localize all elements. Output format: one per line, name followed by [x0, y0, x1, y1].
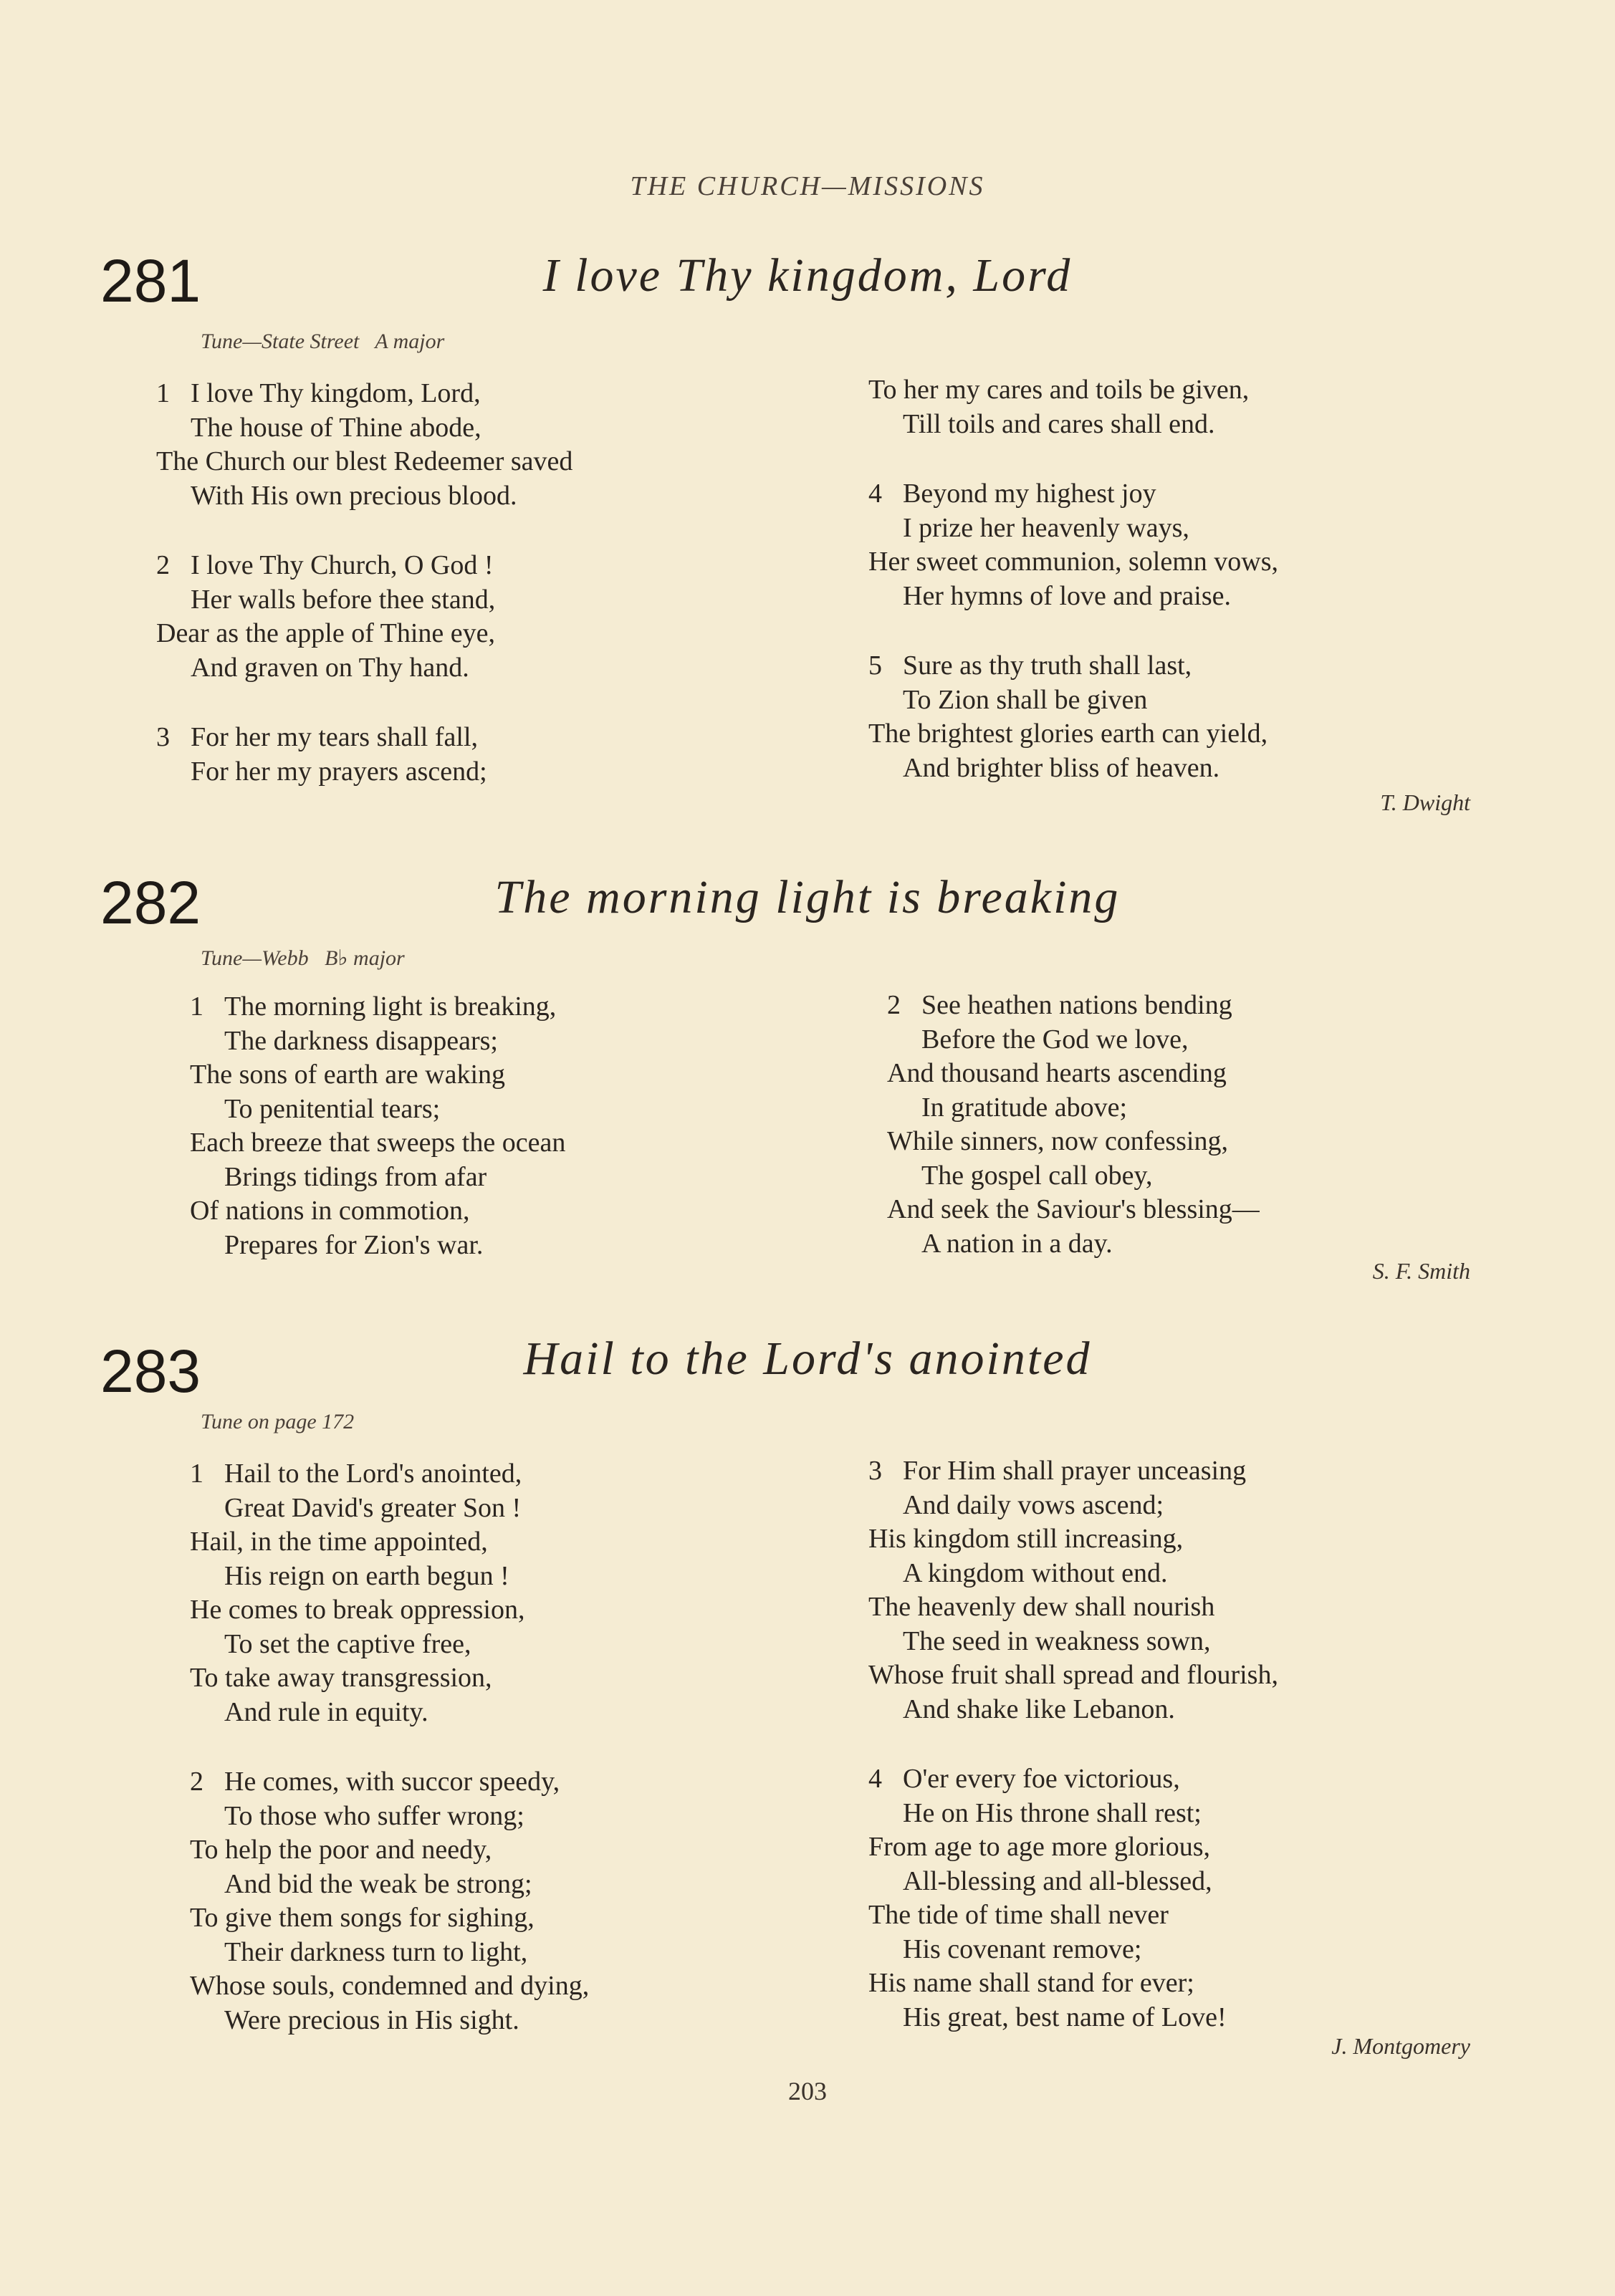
verse-line: The Church our blest Redeemer saved: [156, 446, 573, 476]
verse-line: For Him shall prayer unceasing: [903, 1456, 1247, 1486]
verse-line: I prize her heavenly ways,: [903, 512, 1189, 543]
hymn-number: 283: [100, 1337, 201, 1405]
stanza: [868, 1762, 1278, 2035]
verse-line: The house of Thine abode,: [191, 412, 481, 443]
verse-line: With His own precious blood.: [191, 480, 517, 511]
verse-line: The seed in weakness sown,: [903, 1625, 1211, 1656]
stanza: [190, 1457, 589, 1729]
stanza-number: 1: [156, 378, 170, 408]
verse-line: Her walls before thee stand,: [191, 584, 496, 615]
verse-line: Hail, in the time appointed,: [190, 1527, 488, 1557]
stanza: [868, 373, 1278, 441]
hymn-title: The morning light is breaking: [494, 871, 1121, 923]
verse-line: Brings tidings from afar: [224, 1161, 487, 1192]
verse-line: Dear as the apple of Thine eye,: [156, 618, 496, 648]
hymn-282: [0, 869, 1615, 1302]
stanza: [868, 477, 1278, 613]
verse-line: Sure as thy truth shall last,: [903, 650, 1192, 681]
verse-line: And shake like Lebanon.: [903, 1694, 1175, 1724]
verse-line: And brighter bliss of heaven.: [903, 752, 1220, 783]
verse-line: To set the captive free,: [224, 1628, 471, 1659]
verse-line: And seek the Saviour's blessing—: [887, 1194, 1260, 1224]
stanza-number: 1: [190, 1459, 203, 1489]
verse-line: Prepares for Zion's war.: [224, 1229, 484, 1260]
stanza-number: 2: [156, 550, 170, 580]
stanza-number: 5: [868, 650, 882, 681]
verse-line: His great, best name of Love!: [903, 2002, 1227, 2032]
verse-line: The darkness disappears;: [224, 1025, 498, 1056]
verse-line: The tide of time shall never: [868, 1900, 1169, 1930]
left-column: [156, 377, 572, 825]
verse-line: The morning light is breaking,: [224, 991, 557, 1022]
verse-line: His reign on earth begun !: [224, 1560, 509, 1591]
author-credit: T. Dwight: [1380, 789, 1470, 815]
stanza: [156, 377, 572, 513]
verse-line: The sons of earth are waking: [190, 1060, 506, 1090]
stanza-number: 4: [868, 479, 882, 509]
verse-line: Each breeze that sweeps the ocean: [190, 1128, 566, 1158]
verse-line: For her my tears shall fall,: [191, 722, 479, 752]
stanza: [156, 549, 572, 685]
verse-line: From age to age more glorious,: [868, 1832, 1211, 1862]
verse-line: O'er every foe victorious,: [903, 1764, 1180, 1794]
verse-line: Before the God we love,: [921, 1024, 1189, 1055]
verse-line: Her sweet communion, solemn vows,: [868, 547, 1279, 577]
author-credit: J. Montgomery: [1331, 2033, 1470, 2059]
hymn-title: I love Thy kingdom, Lord: [542, 249, 1073, 302]
verse-line: Great David's greater Son !: [224, 1492, 522, 1523]
verse-line: And rule in equity.: [224, 1696, 428, 1727]
verse-line: Till toils and cares shall end.: [903, 408, 1215, 439]
verse-line: A nation in a day.: [921, 1228, 1113, 1259]
verse-line: He comes to break oppression,: [190, 1595, 525, 1625]
verse-line: To those who suffer wrong;: [224, 1800, 524, 1831]
hymn-281: [0, 247, 1615, 838]
stanza-number: 2: [887, 990, 901, 1020]
verse-line: To Zion shall be given: [903, 684, 1148, 715]
verse-line: His name shall stand for ever;: [868, 1968, 1194, 1998]
verse-line: To penitential tears;: [224, 1093, 441, 1124]
page-number: 203: [788, 2077, 827, 2105]
stanza-number: 4: [868, 1764, 882, 1794]
verse-line: And thousand hearts ascending: [887, 1058, 1227, 1088]
verse-line: The gospel call obey,: [921, 1160, 1153, 1191]
right-column: [868, 373, 1278, 821]
verse-line: I love Thy Church, O God !: [191, 550, 494, 580]
tune-line: Tune on page 172: [201, 1410, 355, 1433]
verse-line: The heavenly dew shall nourish: [868, 1592, 1215, 1622]
verse-line: The brightest glories earth can yield,: [868, 719, 1268, 749]
verse-line: And daily vows ascend;: [903, 1489, 1164, 1520]
verse-line: Their darkness turn to light,: [224, 1936, 528, 1967]
verse-line: To give them songs for sighing,: [190, 1903, 535, 1933]
stanza-number: 3: [868, 1456, 882, 1486]
verse-line: His covenant remove;: [903, 1934, 1142, 1964]
right-column: [868, 1454, 1278, 2070]
verse-line: And bid the weak be strong;: [224, 1868, 532, 1899]
stanza: [868, 1454, 1278, 1726]
verse-line: In gratitude above;: [921, 1092, 1128, 1123]
stanza: [190, 1765, 589, 2037]
verse-line: Whose fruit shall spread and flourish,: [868, 1660, 1278, 1690]
running-head: THE CHURCH—MISSIONS: [630, 171, 985, 201]
left-column: [190, 990, 565, 1298]
stanza: [868, 649, 1278, 785]
hymn-title: Hail to the Lord's anointed: [523, 1332, 1092, 1385]
hymn-number: 282: [100, 869, 201, 936]
verse-line: All-blessing and all-blessed,: [903, 1865, 1212, 1896]
verse-line: Of nations in commotion,: [190, 1196, 470, 1226]
verse-line: To her my cares and toils be given,: [868, 375, 1250, 405]
verse-line: To help the poor and needy,: [190, 1835, 492, 1865]
hymn-number: 281: [100, 247, 201, 314]
stanza: [156, 721, 572, 789]
hymn-283: [0, 1334, 1615, 2065]
verse-line: I love Thy kingdom, Lord,: [191, 378, 481, 408]
verse-line: See heathen nations bending: [921, 990, 1232, 1020]
author-credit: S. F. Smith: [1372, 1258, 1470, 1284]
verse-line: Her hymns of love and praise.: [903, 580, 1231, 611]
verse-line: While sinners, now confessing,: [887, 1126, 1228, 1156]
verse-line: Whose souls, condemned and dying,: [190, 1971, 590, 2001]
verse-line: His kingdom still increasing,: [868, 1524, 1184, 1554]
verse-line: To take away transgression,: [190, 1663, 492, 1693]
stanza: [190, 990, 565, 1262]
verse-line: For her my prayers ascend;: [191, 756, 487, 787]
verse-line: A kingdom without end.: [903, 1557, 1168, 1588]
verse-line: And graven on Thy hand.: [191, 652, 469, 683]
verse-line: Beyond my highest joy: [903, 479, 1156, 509]
stanza: [887, 989, 1260, 1261]
stanza-number: 2: [190, 1767, 203, 1797]
left-column: [190, 1457, 589, 2073]
verse-line: He comes, with succor speedy,: [224, 1767, 560, 1797]
verse-line: Hail to the Lord's anointed,: [224, 1459, 522, 1489]
tune-line: Tune—Webb B♭ major: [201, 946, 405, 970]
right-column: [887, 989, 1260, 1297]
verse-line: He on His throne shall rest;: [903, 1797, 1202, 1828]
stanza-number: 3: [156, 722, 170, 752]
tune-line: Tune—State Street A major: [201, 330, 445, 353]
verse-line: Were precious in His sight.: [224, 2004, 519, 2035]
stanza-number: 1: [190, 991, 203, 1022]
